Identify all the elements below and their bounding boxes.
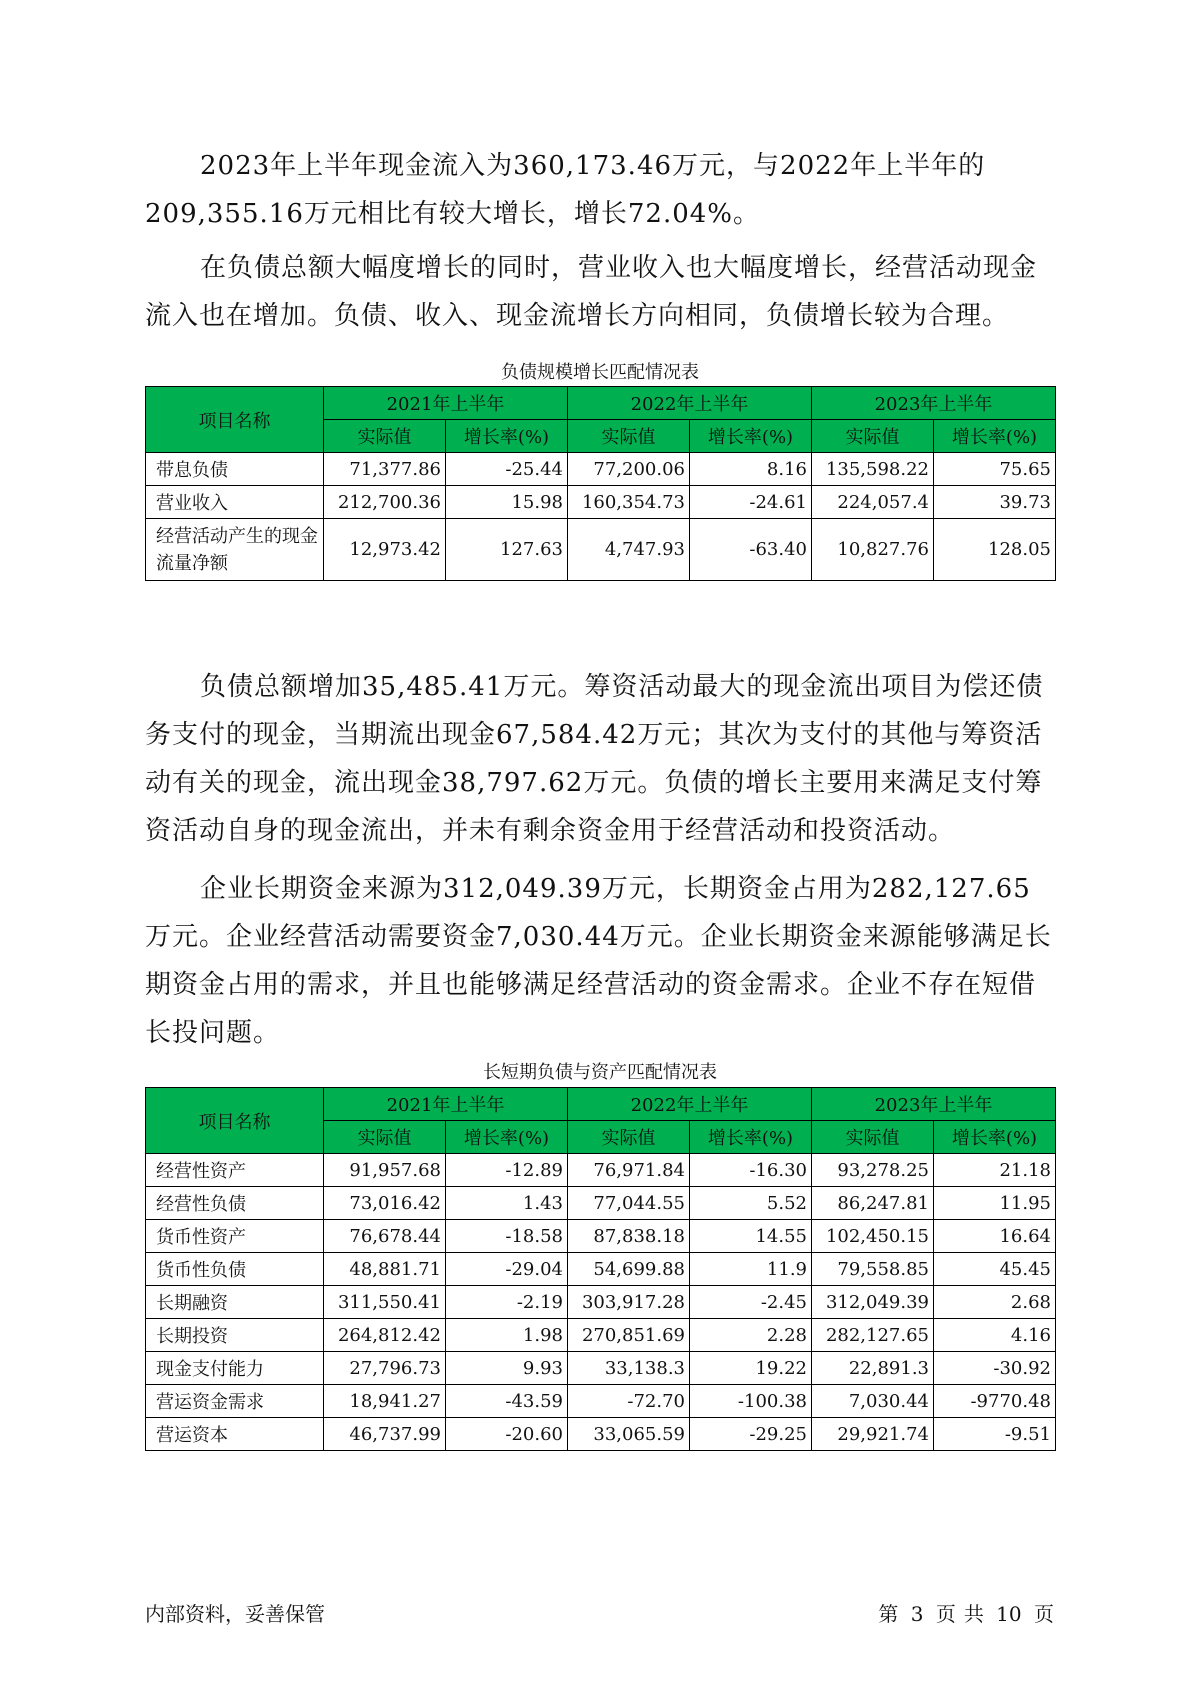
table-row bbox=[146, 1253, 1056, 1286]
table-cell: 9.93 bbox=[446, 1352, 568, 1385]
row-label: 长期融资 bbox=[146, 1286, 324, 1319]
table-cell: -16.30 bbox=[690, 1154, 812, 1187]
table-cell: -30.92 bbox=[934, 1352, 1056, 1385]
table-cell: 73,016.42 bbox=[324, 1187, 446, 1220]
table-cell: 33,138.3 bbox=[568, 1352, 690, 1385]
table-cell: 46,737.99 bbox=[324, 1418, 446, 1451]
row-label: 营运资本 bbox=[146, 1418, 324, 1451]
table-cell: 21.18 bbox=[934, 1154, 1056, 1187]
table-cell: -100.38 bbox=[690, 1385, 812, 1418]
row-label: 货币性负债 bbox=[146, 1253, 324, 1286]
table-cell: 54,699.88 bbox=[568, 1253, 690, 1286]
table-cell: 29,921.74 bbox=[812, 1418, 934, 1451]
table1-caption: 负债规模增长匹配情况表 bbox=[501, 362, 699, 383]
row-label: 经营活动产生的现金流量净额 bbox=[146, 519, 324, 581]
table-cell: 4.16 bbox=[934, 1319, 1056, 1352]
header-growth: 增长率(%) bbox=[934, 1121, 1056, 1154]
header-year-2022: 2022年上半年 bbox=[568, 1088, 812, 1121]
table-cell: 27,796.73 bbox=[324, 1352, 446, 1385]
table-cell: 12,973.42 bbox=[324, 519, 446, 581]
table-row bbox=[146, 486, 1056, 519]
row-label: 经营性资产 bbox=[146, 1154, 324, 1187]
table-cell: 91,957.68 bbox=[324, 1154, 446, 1187]
table-cell: 7,030.44 bbox=[812, 1385, 934, 1418]
table-row bbox=[146, 1319, 1056, 1352]
table-cell: -24.61 bbox=[690, 486, 812, 519]
table-cell: 71,377.86 bbox=[324, 453, 446, 486]
table-cell: 45.45 bbox=[934, 1253, 1056, 1286]
table-cell: 1.98 bbox=[446, 1319, 568, 1352]
table-cell: -12.89 bbox=[446, 1154, 568, 1187]
paragraph-long-term-funds: 企业长期资金来源为312,049.39万元，长期资金占用为282,127.65万元。企业经营活动需要资金7,030.44万元。企业长期资金来源能够满足长期资金占用的需求，并且也能够满足经营活动的资金需求。企业不存在短借长投问题。 bbox=[145, 874, 1052, 1048]
table-cell: 311,550.41 bbox=[324, 1286, 446, 1319]
table-cell: -43.59 bbox=[446, 1385, 568, 1418]
table-cell: 93,278.25 bbox=[812, 1154, 934, 1187]
row-label: 带息负债 bbox=[146, 453, 324, 486]
header-item-name: 项目名称 bbox=[146, 1088, 324, 1154]
total-pages: 共 10 页 bbox=[963, 1602, 1054, 1626]
table-cell: 76,971.84 bbox=[568, 1154, 690, 1187]
table-cell: 39.73 bbox=[934, 486, 1056, 519]
table-cell: -9770.48 bbox=[934, 1385, 1056, 1418]
table-row bbox=[146, 1286, 1056, 1319]
table-cell: 79,558.85 bbox=[812, 1253, 934, 1286]
table-cell: 18,941.27 bbox=[324, 1385, 446, 1418]
header-actual: 实际值 bbox=[812, 1121, 934, 1154]
header-year-2021: 2021年上半年 bbox=[324, 387, 568, 420]
paragraph-debt-growth: 在负债总额大幅度增长的同时，营业收入也大幅度增长，经营活动现金流入也在增加。负债、收入、现金流增长方向相同，负债增长较为合理。 bbox=[145, 253, 1038, 331]
table-cell: 303,917.28 bbox=[568, 1286, 690, 1319]
table-cell: 48,881.71 bbox=[324, 1253, 446, 1286]
table-cell: 2.68 bbox=[934, 1286, 1056, 1319]
table-cell: 86,247.81 bbox=[812, 1187, 934, 1220]
row-label: 现金支付能力 bbox=[146, 1352, 324, 1385]
header-growth: 增长率(%) bbox=[690, 1121, 812, 1154]
paragraph-financing: 负债总额增加35,485.41万元。筹资活动最大的现金流出项目为偿还债务支付的现金，当期流出现金67,584.42万元；其次为支付的其他与筹资活动有关的现金，流出现金38,797.62万元。负债的增长主要用来满足支付筹资活动自身的现金流出，并未有剩余资金用于经营活动和投资活动。 bbox=[145, 672, 1044, 846]
header-actual: 实际值 bbox=[324, 420, 446, 453]
current-page: 第 3 页 bbox=[878, 1602, 956, 1626]
header-year-2023: 2023年上半年 bbox=[812, 1088, 1056, 1121]
table-cell: -63.40 bbox=[690, 519, 812, 581]
table-cell: -25.44 bbox=[446, 453, 568, 486]
table-row bbox=[146, 519, 1056, 581]
header-growth: 增长率(%) bbox=[934, 420, 1056, 453]
header-growth: 增长率(%) bbox=[446, 420, 568, 453]
table-cell: 10,827.76 bbox=[812, 519, 934, 581]
row-label: 营业收入 bbox=[146, 486, 324, 519]
table-cell: 22,891.3 bbox=[812, 1352, 934, 1385]
table-cell: 1.43 bbox=[446, 1187, 568, 1220]
table-cell: 2.28 bbox=[690, 1319, 812, 1352]
table-cell: -18.58 bbox=[446, 1220, 568, 1253]
table-cell: 270,851.69 bbox=[568, 1319, 690, 1352]
header-growth: 增长率(%) bbox=[690, 420, 812, 453]
table-cell: 75.65 bbox=[934, 453, 1056, 486]
row-label: 营运资金需求 bbox=[146, 1385, 324, 1418]
header-actual: 实际值 bbox=[568, 420, 690, 453]
header-growth: 增长率(%) bbox=[446, 1121, 568, 1154]
table-row bbox=[146, 1418, 1056, 1451]
table-cell: 282,127.65 bbox=[812, 1319, 934, 1352]
table-cell: 312,049.39 bbox=[812, 1286, 934, 1319]
header-actual: 实际值 bbox=[568, 1121, 690, 1154]
table-cell: -29.04 bbox=[446, 1253, 568, 1286]
table-row bbox=[146, 1187, 1056, 1220]
table-cell: 33,065.59 bbox=[568, 1418, 690, 1451]
table-cell: 8.16 bbox=[690, 453, 812, 486]
debt-growth-table bbox=[145, 386, 1056, 581]
table-cell: 11.95 bbox=[934, 1187, 1056, 1220]
table-cell: 224,057.4 bbox=[812, 486, 934, 519]
table-row bbox=[146, 1154, 1056, 1187]
table-cell: -72.70 bbox=[568, 1385, 690, 1418]
header-item-name: 项目名称 bbox=[146, 387, 324, 453]
table-cell: 160,354.73 bbox=[568, 486, 690, 519]
table-cell: -2.19 bbox=[446, 1286, 568, 1319]
row-label: 经营性负债 bbox=[146, 1187, 324, 1220]
table-row bbox=[146, 1352, 1056, 1385]
table-cell: 135,598.22 bbox=[812, 453, 934, 486]
table-cell: -29.25 bbox=[690, 1418, 812, 1451]
table-cell: -2.45 bbox=[690, 1286, 812, 1319]
table-cell: -20.60 bbox=[446, 1418, 568, 1451]
table-cell: -9.51 bbox=[934, 1418, 1056, 1451]
table-cell: 14.55 bbox=[690, 1220, 812, 1253]
table-cell: 212,700.36 bbox=[324, 486, 446, 519]
table-cell: 102,450.15 bbox=[812, 1220, 934, 1253]
footer-confidential-note: 内部资料，妥善保管 bbox=[145, 1602, 325, 1626]
table-row bbox=[146, 453, 1056, 486]
table-cell: 16.64 bbox=[934, 1220, 1056, 1253]
table-cell: 4,747.93 bbox=[568, 519, 690, 581]
table-cell: 264,812.42 bbox=[324, 1319, 446, 1352]
paragraph-cash-inflow: 2023年上半年现金流入为360,173.46万元，与2022年上半年的209,355.16万元相比有较大增长，增长72.04%。 bbox=[145, 151, 986, 229]
asset-liability-match-table bbox=[145, 1087, 1056, 1451]
table-cell: 77,044.55 bbox=[568, 1187, 690, 1220]
table-cell: 19.22 bbox=[690, 1352, 812, 1385]
table-cell: 5.52 bbox=[690, 1187, 812, 1220]
table-cell: 128.05 bbox=[934, 519, 1056, 581]
table-cell: 15.98 bbox=[446, 486, 568, 519]
table-cell: 11.9 bbox=[690, 1253, 812, 1286]
table-cell: 127.63 bbox=[446, 519, 568, 581]
header-year-2022: 2022年上半年 bbox=[568, 387, 812, 420]
row-label: 货币性资产 bbox=[146, 1220, 324, 1253]
table-row bbox=[146, 1220, 1056, 1253]
table2-caption: 长短期负债与资产匹配情况表 bbox=[483, 1062, 717, 1083]
header-actual: 实际值 bbox=[324, 1121, 446, 1154]
footer-page-number bbox=[870, 1598, 1054, 1627]
header-year-2021: 2021年上半年 bbox=[324, 1088, 568, 1121]
header-actual: 实际值 bbox=[812, 420, 934, 453]
table-cell: 87,838.18 bbox=[568, 1220, 690, 1253]
row-label: 长期投资 bbox=[146, 1319, 324, 1352]
table-cell: 76,678.44 bbox=[324, 1220, 446, 1253]
header-year-2023: 2023年上半年 bbox=[812, 387, 1056, 420]
table-row bbox=[146, 1385, 1056, 1418]
table-cell: 77,200.06 bbox=[568, 453, 690, 486]
